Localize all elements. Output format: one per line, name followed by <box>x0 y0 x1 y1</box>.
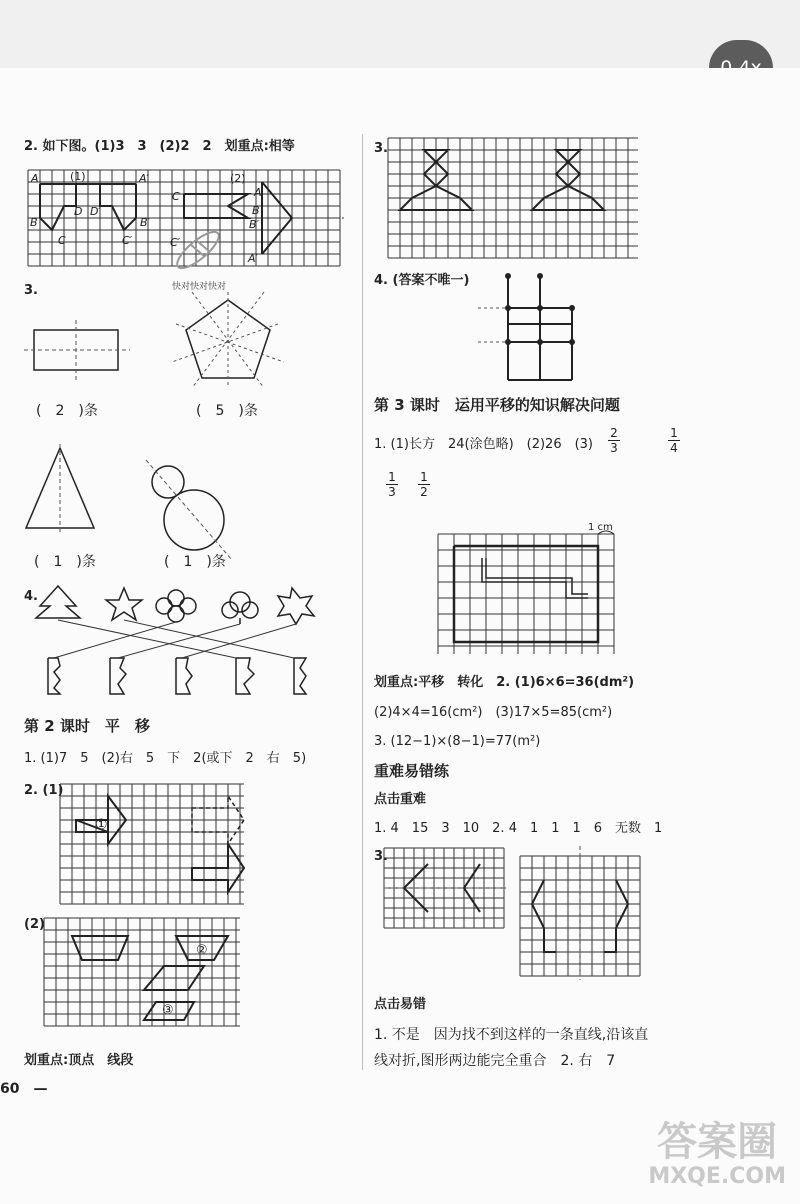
watermark: 答案圈 MXQE.COM <box>648 1119 786 1189</box>
right-q4-text: 4. (答案不唯一) <box>374 273 470 288</box>
q3-answer-1: ( 2 )条 <box>36 403 98 419</box>
column-divider <box>362 134 363 1070</box>
q2-answer: 2. 如下图。(1)3 3 (2)2 2 划重点:相等 <box>24 139 295 154</box>
q3-rectangle-figure <box>24 320 134 380</box>
label-D: D <box>74 205 83 218</box>
lesson2-q2-label: 2. (1) <box>24 783 64 798</box>
label-A: A <box>31 172 39 185</box>
subsection-key-answers: 1. 4 15 3 10 2. 4 1 1 1 6 无数 1 <box>374 821 663 836</box>
lesson3-q1: 1. (1)长方 24(涂色略) (2)26 (3) <box>374 437 594 452</box>
marker-1: ① <box>95 817 108 833</box>
q4-matching-figure <box>30 584 330 708</box>
lesson2-key-point: 划重点:顶点 线段 <box>24 1053 134 1068</box>
error-grid-1 <box>384 848 506 930</box>
lesson3-title: 第 3 课时 运用平移的知识解决问题 <box>374 396 620 414</box>
marker-2: ② <box>196 943 208 958</box>
label-fig2: (2) <box>230 172 246 185</box>
label-fig1: (1) <box>70 170 86 183</box>
label2-A-prime: A′ <box>248 252 259 265</box>
label-C-prime: C′ <box>122 234 133 247</box>
lesson2-title: 第 2 课时 平 移 <box>24 717 150 735</box>
scale-label: 1 cm <box>588 522 613 533</box>
q4-number: 4. <box>24 589 38 604</box>
label2-B: B <box>252 204 260 217</box>
shape-left <box>40 184 76 230</box>
lesson3-key-point: 划重点:平移 转化 2. (1)6×6=36(dm²) <box>374 675 635 690</box>
fraction-4: 1 2 <box>418 470 430 499</box>
q3-answer-2: ( 5 )条 <box>196 403 258 419</box>
page-number: 60 — <box>0 1081 48 1097</box>
tree-shape <box>36 586 80 618</box>
label2-C-prime: C′ <box>170 236 181 249</box>
label-A-prime: A′ <box>139 172 150 185</box>
q3-number: 3. <box>24 283 38 298</box>
error-grid-2 <box>520 856 646 980</box>
fraction-1: 2 3 <box>608 426 620 455</box>
right-q3-number: 3. <box>374 141 388 156</box>
label-B-prime: B′ <box>140 216 151 229</box>
shape-right <box>100 184 136 230</box>
fraction-3: 1 3 <box>386 470 398 499</box>
q3-circles-figure <box>140 456 240 566</box>
fraction-2: 1 4 <box>668 426 680 455</box>
marker-3: ③ <box>162 1003 174 1018</box>
section-title: 重难易错练 <box>374 762 450 780</box>
lesson3-q3: 3. (12−1)×(8−1)=77(m²) <box>374 734 541 749</box>
star-shape <box>106 588 142 620</box>
label-C: C <box>58 234 66 247</box>
subsection-error: 点击易错 <box>374 997 427 1012</box>
lesson2-q2-part2: (2) <box>24 917 45 932</box>
lesson3-grid <box>438 534 614 654</box>
subsection-key-q3: 3. <box>374 849 388 864</box>
label2-C: C <box>172 190 180 203</box>
lesson3-q2b: (2)4×4=16(cm²) (3)17×5=85(cm²) <box>374 705 613 720</box>
viewer-top-bar <box>0 0 800 68</box>
lesson2-grid-1 <box>60 784 246 904</box>
lesson2-grid-2 <box>44 918 240 1026</box>
label2-B-prime: B′ <box>249 218 260 231</box>
lesson2-q1: 1. (1)7 5 (2)右 5 下 2(或下 2 右 5) <box>24 751 307 766</box>
right-q4-dot-figure <box>478 272 588 384</box>
label-B: B <box>30 216 38 229</box>
q3-pentagon-figure <box>166 292 296 392</box>
subsection-error-answer-1: 1. 不是 因为找不到这样的一条直线,沿该直 <box>374 1027 649 1043</box>
label-D-prime: D′ <box>90 205 101 218</box>
subsection-key: 点击重难 <box>374 792 427 807</box>
q3-answer-4: ( 1 )条 <box>164 554 226 570</box>
subsection-error-answer-2: 线对折,图形两边能完全重合 2. 右 7 <box>374 1053 616 1069</box>
right-q3-grid <box>388 138 638 258</box>
label2-A: A <box>254 186 262 199</box>
q3-triangle-figure <box>20 444 100 534</box>
q3-answer-3: ( 1 )条 <box>34 554 96 570</box>
handwritten-note: 快对快对快对 <box>172 282 227 292</box>
